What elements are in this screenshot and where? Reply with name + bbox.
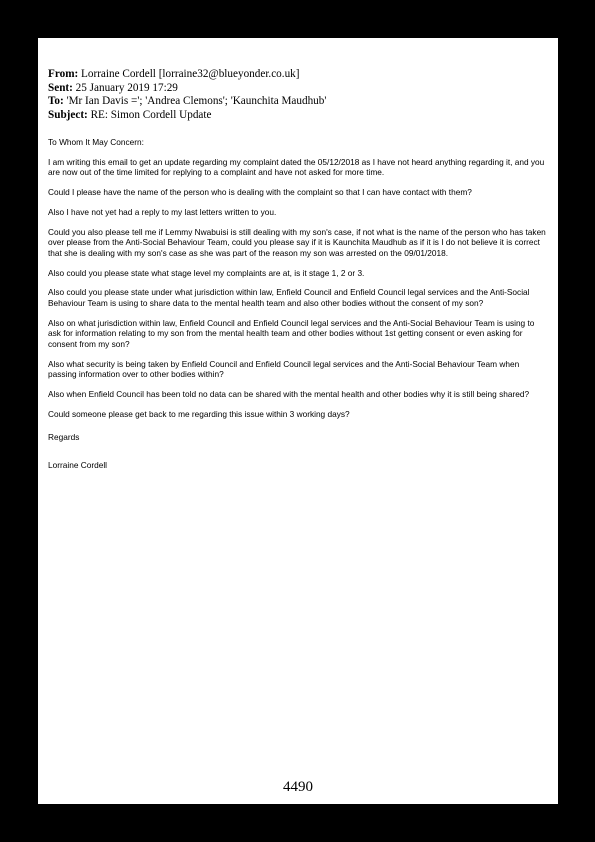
from-value: Lorraine Cordell [lorraine32@blueyonder.co.uk] [81, 68, 300, 80]
body-paragraph: Also what security is being taken by Enfield Council and Enfield Council legal services and the Anti-Social Behaviour Team when passing information over to other bodies within? [48, 358, 520, 380]
email-header [48, 68, 548, 122]
email-body [48, 137, 548, 480]
to-value: 'Mr Ian Davis ='; 'Andrea Clemons'; 'Kaunchita Maudhub' [66, 95, 327, 107]
to-row [48, 95, 548, 109]
body-paragraph: Also I have not yet had a reply to my last letters written to you. [48, 206, 277, 217]
body-paragraph: Could I please have the name of the person who is dealing with the complaint so that I can have contact with them? [48, 187, 472, 198]
signature: Lorraine Cordell [48, 460, 108, 471]
subject-value: RE: Simon Cordell Update [90, 108, 212, 121]
body-paragraph: I am writing this email to get an update regarding my complaint dated the 05/12/2018 as I have not heard anything regarding it, and you are now out of the time limited for replying to a complaint and have not asked for more time. [48, 156, 545, 178]
sent-value: 25 January 2019 17:29 [75, 81, 178, 94]
subject-row [48, 109, 548, 123]
document-page [38, 38, 558, 804]
from-row [48, 68, 548, 82]
page-number: 4490 [283, 779, 313, 795]
sent-row [48, 82, 548, 96]
salutation: To Whom It May Concern: [48, 137, 144, 147]
body-paragraph: Also could you please state what stage level my complaints are at, is it stage 1, 2 or 3. [48, 267, 365, 278]
to-label: To: [48, 95, 64, 107]
subject-label: Subject: [48, 108, 88, 121]
closing: Regards [48, 431, 80, 442]
body-paragraph: Also could you please state under what jurisdiction within law, Enfield Council and Enfield Council legal services and the Anti-Social Behaviour Team is using to share data to the mental health team and also other bodies without the consent of my son? [48, 287, 530, 309]
sent-label: Sent: [48, 81, 73, 94]
from-label: From: [48, 68, 79, 80]
body-paragraph: Could you also please tell me if Lemmy Nwabuisi is still dealing with my son's case, if not what is the name of the person who has taken over please from the Anti-Social Behaviour Team, could you please say if it is Kaunchita Maudhub as if it is I do not believe it is correct that she is dealing with my son's case as she was part of the reason my son was arrested on the 09/01/2018. [48, 226, 546, 258]
body-paragraph: Could someone please get back to me regarding this issue within 3 working days? [48, 408, 350, 419]
body-paragraph: Also when Enfield Council has been told no data can be shared with the mental health and other bodies why it is still being shared? [48, 389, 530, 400]
body-paragraph: Also on what jurisdiction within law, Enfield Council and Enfield Council legal services and the Anti-Social Behaviour Team is using to ask for information relating to my son from the mental health team and other bodies without 1st getting consent or even asking for consent from my son? [48, 317, 535, 350]
